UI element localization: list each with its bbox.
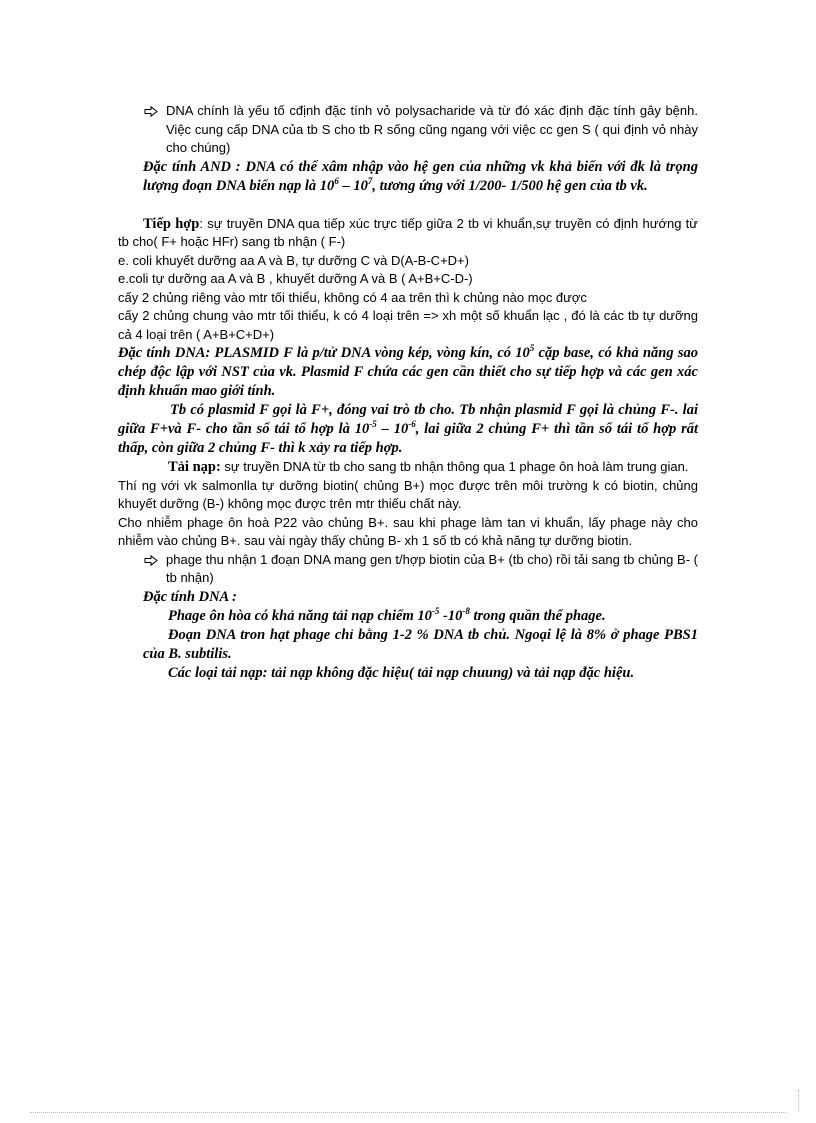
conjugation-line-3: cấy 2 chủng riêng vào mtr tối thiểu, không có 4 aa trên thì k chủng nào mọc được xyxy=(118,289,587,305)
bullet-dna-factor xyxy=(118,102,698,158)
hollow-arrow-right-icon xyxy=(144,106,158,117)
transduction-paragraph: Tải nạp: sự truyền DNA từ tb cho sang tb nhận thông qua 1 phage ôn hoà làm trung gian. xyxy=(168,459,689,475)
and-property-paragraph: Đặc tính AND : DNA có thể xâm nhập vào hệ gen của những vk khả biến với đk là trọng lượng đoạn DNA biến nạp là $10^6 - 10^7$, tương ứng với 1/200- 1/500 hệ gen của tb vk. xyxy=(143,158,698,194)
plasmid-paragraph: Tb có plasmid F gọi là F+, đóng vai trò tb cho. Tb nhận plasmid F gọi là chủng F-. lai giữa F+và F- cho tần số tái tổ hợp là $10^{-5} - 10^{-6}$, lai giữa 2 chủng F+ thì tần số tái tổ hợp rất thấp, còn giữa 2 chủng F- thì k xảy ra tiếp hợp. xyxy=(118,402,699,456)
spacer xyxy=(118,196,698,215)
phage-frequency-line: Phage ôn hòa có khả năng tải nạp chiếm $10^{-5}$ $-10^{-8}$ trong quần thể phage. xyxy=(168,605,606,624)
conjugation-line-1: e. coli khuyết dưỡng aa A và B, tự dưỡng C và D(A-B-C+D+) xyxy=(118,252,469,268)
conjugation-line-4: cấy 2 chủng chung vào mtr tối thiểu, k có 4 loại trên => xh một số khuẩn lạc , đó là các tb tự dưỡng cả 4 loại trên ( A+B+C+D+) xyxy=(118,308,698,342)
conjugation-line-2: e.coli tự dưỡng aa A và B , khuyết dưỡng A và B ( A+B+C-D-) xyxy=(118,271,473,286)
transduction-types-line: Các loại tải nạp: tải nạp không đặc hiệu( tải nạp chuung) và tải nạp đặc hiệu. xyxy=(168,664,635,681)
bullet-text: phage thu nhận 1 đoạn DNA mang gen t/hợp biotin của B+ (tb cho) rồi tải sang tb chủng B- ( tb nhận) xyxy=(166,551,698,585)
bullet-phage xyxy=(118,551,698,588)
transduction-line-1: Thí ng với vk salmonlla tự dưỡng biotin( chủng B+) mọc được trên môi trường k có biotin, chủng khuyết dưỡng (B-) không mọc được trên mtr thiếu chất này. xyxy=(118,477,698,511)
transduction-title: Tải nạp: xyxy=(168,459,221,475)
page-corner-mark xyxy=(798,1090,799,1112)
hollow-arrow-right-icon xyxy=(144,555,158,566)
dna-property-heading: Đặc tính DNA : xyxy=(143,588,237,605)
conjugation-title: Tiếp hợp xyxy=(143,215,200,232)
transduction-line-2: Cho nhiễm phage ôn hoà P22 vào chủng B+. sau khi phage làm tan vi khuẩn, lấy phage này cho nhiễm vào chủng B+. sau vài ngày thấy chủng B- xh 1 số tb có khả năng tự dưỡng biotin. xyxy=(118,514,698,548)
dna-property-paragraph: Đặc tính DNA: PLASMID F là p/tử DNA vòng kép, vòng kín, có $10^5$ cặp base, có khả năng sao chép độc lập với NST của vk. Plasmid F chứa các gen cần thiết cho sự tiếp hợp và các gen xác định khuẩn mao giới tính. xyxy=(118,343,698,399)
document-page xyxy=(118,102,698,683)
bullet-text: DNA chính là yếu tố cđịnh đặc tính vỏ polysacharide và từ đó xác định đặc tính gây bệnh. Việc cung cấp DNA của tb S cho tb R sống cũng ngang với việc cc gen S ( qui định vỏ nhày cho chúng) xyxy=(166,103,698,155)
phage-dna-line: Đoạn DNA tron hạt phage chỉ bằng 1-2 % DNA tb chủ. Ngoại lệ là 8% ở phage PBS1 của B. subtilis. xyxy=(143,626,698,662)
conjugation-paragraph: Tiếp hợp: sự truyền DNA qua tiếp xúc trực tiếp giữa 2 tb vi khuẩn,sự truyền có định hướng từ tb cho( F+ hoặc HFr) sang tb nhận ( F-) xyxy=(118,215,698,249)
page-bottom-border xyxy=(30,1112,786,1113)
